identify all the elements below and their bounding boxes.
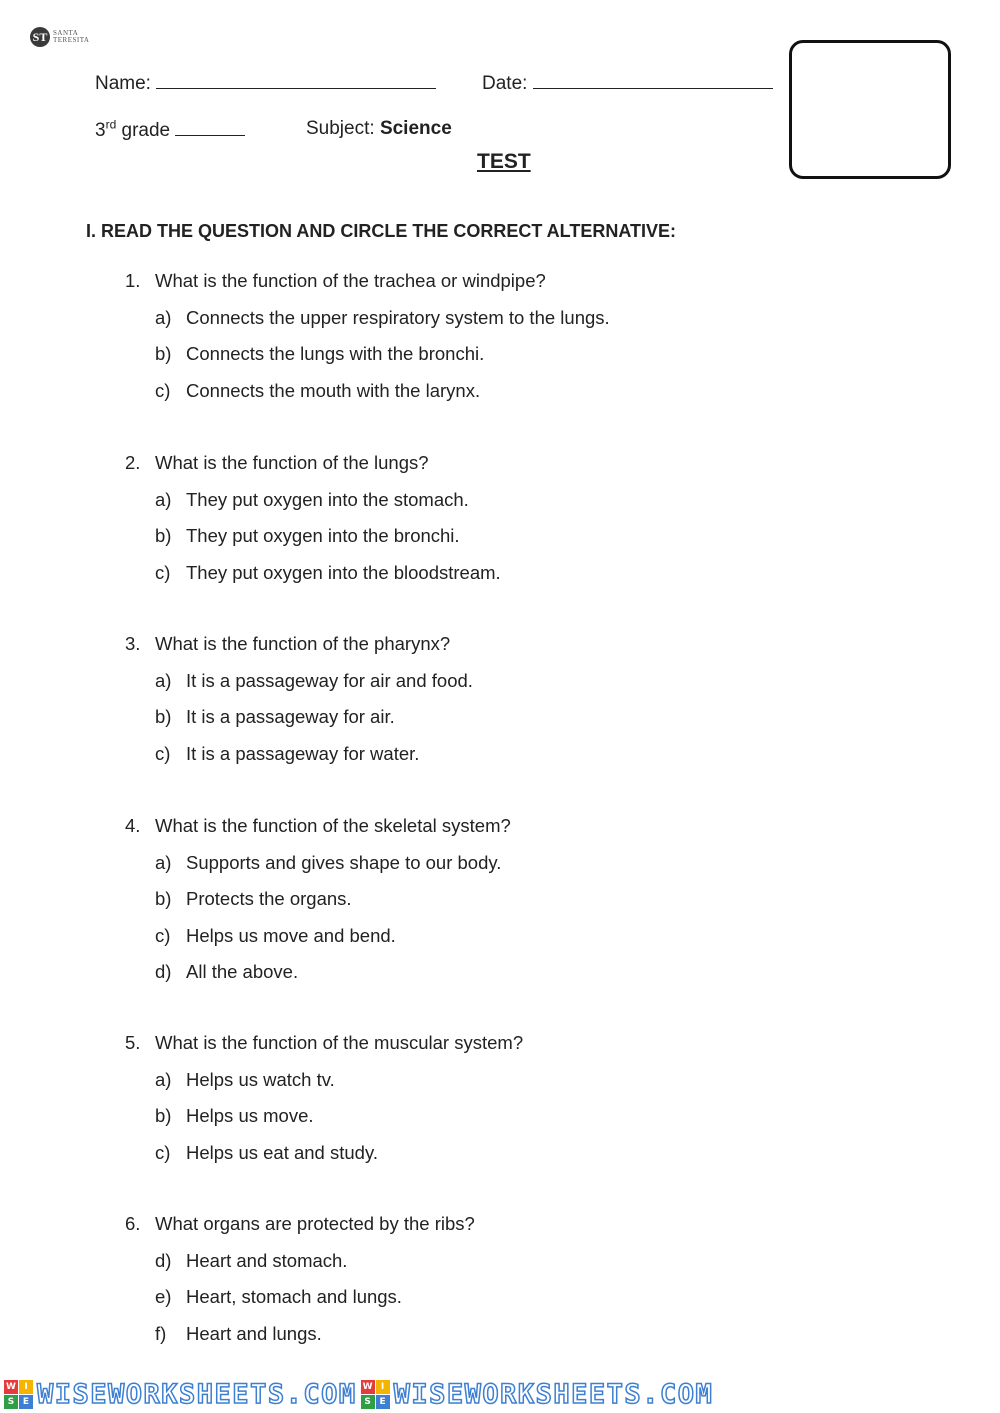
option-letter: b) (155, 706, 172, 727)
question-text: What is the function of the trachea or windpipe? (155, 270, 546, 291)
option-text: Helps us move. (186, 1105, 314, 1126)
option-letter: a) (155, 488, 172, 510)
question-2 (125, 452, 429, 474)
answer-option[interactable] (155, 525, 460, 547)
answer-option[interactable] (155, 1142, 378, 1164)
option-letter: d) (155, 1249, 172, 1271)
option-text: They put oxygen into the bronchi. (186, 525, 460, 546)
watermark (361, 1379, 714, 1410)
answer-option[interactable] (155, 961, 298, 983)
answer-option[interactable] (155, 343, 484, 365)
question-text: What is the function of the skeletal system? (155, 815, 511, 836)
question-5 (125, 1032, 523, 1054)
watermark-logo-icon: W I S E (4, 1380, 33, 1409)
option-letter: b) (155, 888, 172, 909)
option-text: Connects the mouth with the larynx. (186, 379, 481, 401)
option-text: It is a passageway for air. (186, 706, 395, 727)
option-letter: b) (155, 1105, 172, 1126)
answer-option[interactable] (155, 489, 469, 511)
option-text: Helps us eat and study. (186, 1141, 378, 1163)
option-text: They put oxygen into the bloodstream. (186, 561, 501, 583)
answer-option[interactable] (155, 1323, 322, 1345)
option-letter: d) (155, 961, 172, 982)
answer-option[interactable] (155, 1105, 314, 1127)
question-text: What is the function of the lungs? (155, 452, 429, 473)
option-letter: b) (155, 525, 172, 546)
date-field (482, 73, 773, 95)
option-text: Protects the organs. (186, 888, 352, 909)
option-letter: e) (155, 1286, 172, 1307)
question-6 (125, 1213, 475, 1235)
answer-option[interactable] (155, 852, 501, 874)
answer-option[interactable] (155, 706, 395, 728)
watermark-text: WISEWORKSHEETS.COM (393, 1378, 714, 1410)
grade-field (95, 118, 245, 142)
watermark (4, 1379, 357, 1410)
option-text: Connects the lungs with the bronchi. (186, 343, 485, 364)
option-text: It is a passageway for air and food. (186, 669, 473, 691)
answer-option[interactable] (155, 1069, 335, 1091)
question-text: What is the function of the muscular system? (155, 1032, 524, 1053)
answer-option[interactable] (155, 562, 501, 584)
option-letter: c) (155, 1141, 171, 1163)
answer-option[interactable] (155, 743, 419, 765)
option-letter: c) (155, 742, 171, 764)
option-letter: a) (155, 669, 172, 691)
grade-input-line[interactable] (175, 134, 245, 136)
question-text: What organs are protected by the ribs? (155, 1213, 475, 1234)
option-text: Heart and stomach. (186, 1249, 348, 1271)
option-text: Heart and lungs. (186, 1322, 322, 1344)
option-letter: b) (155, 343, 172, 364)
date-input-line[interactable] (533, 87, 773, 89)
name-input-line[interactable] (156, 87, 436, 89)
option-letter: a) (155, 306, 172, 328)
option-text: They put oxygen into the stomach. (186, 488, 469, 510)
answer-option[interactable] (155, 925, 396, 947)
question-number: 1. (125, 270, 141, 291)
option-text: It is a passageway for water. (186, 742, 420, 764)
option-letter: a) (155, 1068, 172, 1090)
option-letter: f) (155, 1322, 167, 1344)
question-number: 3. (125, 633, 141, 654)
question-text: What is the function of the pharynx? (155, 633, 451, 654)
question-number: 2. (125, 452, 141, 473)
answer-option[interactable] (155, 380, 480, 402)
subject-label: Subject: (306, 118, 375, 139)
date-label: Date: (482, 73, 528, 94)
grade-label: 3rd grade (95, 118, 171, 142)
option-text: Supports and gives shape to our body. (186, 851, 502, 873)
question-3 (125, 633, 450, 655)
watermark-text: WISEWORKSHEETS.COM (37, 1378, 357, 1410)
name-label: Name: (95, 73, 151, 94)
option-letter: c) (155, 561, 171, 583)
answer-option[interactable] (155, 307, 610, 329)
option-letter: c) (155, 379, 171, 401)
question-number: 5. (125, 1032, 141, 1053)
option-letter: a) (155, 851, 172, 873)
answer-option[interactable] (155, 888, 352, 910)
subject-value: Science (379, 118, 452, 139)
option-letter: c) (155, 924, 171, 946)
option-text: Helps us move and bend. (186, 924, 396, 946)
option-text: Helps us watch tv. (186, 1068, 335, 1090)
watermark-footer (0, 1378, 1000, 1410)
page-title: TEST (477, 150, 531, 173)
question-4 (125, 815, 511, 837)
option-text: All the above. (186, 961, 299, 982)
logo-mark: ST (30, 27, 50, 47)
watermark-logo-icon: W I S E (361, 1380, 390, 1409)
score-box (789, 40, 951, 179)
question-number: 6. (125, 1213, 141, 1234)
subject-field (306, 118, 452, 140)
logo-text: SANTA TERESITA (53, 29, 90, 44)
option-text: Connects the upper respiratory system to the lungs. (186, 306, 610, 328)
section-heading: I. READ THE QUESTION AND CIRCLE THE CORRECT ALTERNATIVE: (86, 221, 677, 241)
question-1 (125, 270, 546, 292)
option-text: Heart, stomach and lungs. (186, 1286, 402, 1307)
answer-option[interactable] (155, 1286, 402, 1308)
school-logo (30, 27, 90, 47)
question-number: 4. (125, 815, 141, 836)
name-field (95, 73, 436, 95)
answer-option[interactable] (155, 1250, 347, 1272)
answer-option[interactable] (155, 670, 473, 692)
